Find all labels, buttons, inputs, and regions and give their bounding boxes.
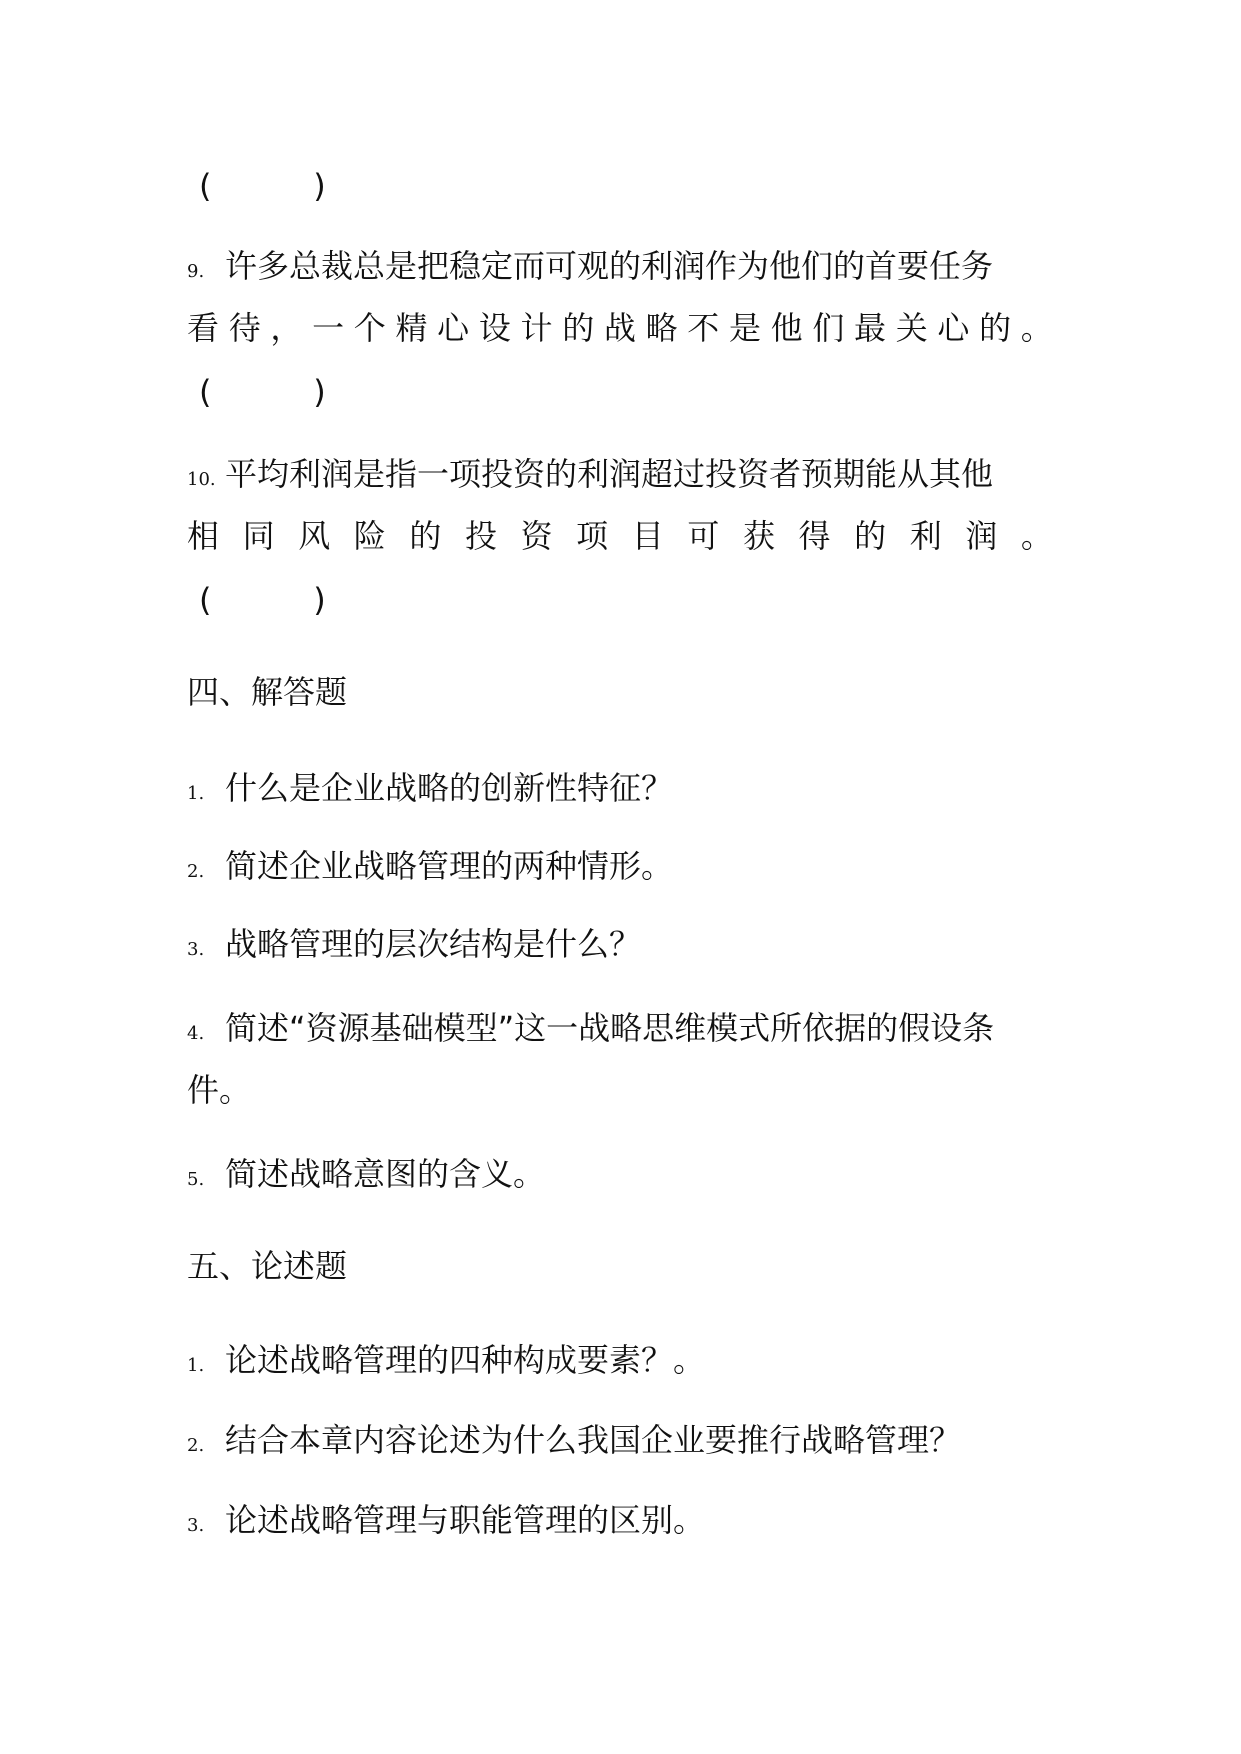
question-number: 4.	[187, 1023, 205, 1044]
justified-char: 险	[353, 517, 386, 555]
justified-char: 的	[854, 517, 887, 555]
question-number: 2.	[187, 861, 205, 882]
question-text: 平均利润是指一项投资的利润超过投资者预期能从其他	[225, 455, 994, 493]
question-number: 1.	[187, 783, 205, 804]
list-item	[187, 1154, 545, 1200]
justified-char: 投	[464, 517, 497, 555]
justified-char: 得	[798, 517, 831, 555]
list-item	[187, 846, 673, 892]
question-text: 简述战略意图的含义。	[225, 1155, 546, 1193]
justified-char: 目	[631, 517, 664, 555]
question-10-line-1	[187, 454, 993, 500]
list-item-continuation: 件。	[187, 1071, 252, 1109]
question-10-line-2	[187, 516, 1053, 556]
question-text: 简述企业战略管理的两种情形。	[225, 847, 674, 885]
justified-char: 的	[562, 309, 595, 347]
justified-char: 项	[576, 517, 609, 555]
justified-char: 获	[742, 517, 775, 555]
question-text: 战略管理的层次结构是什么？	[225, 925, 642, 963]
list-item	[187, 1420, 961, 1466]
justified-char: 精	[395, 309, 428, 347]
justified-char: 设	[478, 309, 511, 347]
justified-char: 略	[645, 309, 678, 347]
question-9-line-1	[187, 246, 993, 292]
justified-char: 不	[687, 309, 720, 347]
justified-char: ，	[270, 309, 303, 347]
justified-char: 们	[812, 309, 845, 347]
justified-char: 利	[909, 517, 942, 555]
list-item	[187, 1008, 994, 1054]
justified-char: 一	[312, 309, 345, 347]
justified-char: 相	[187, 517, 220, 555]
question-number: 9.	[187, 261, 205, 282]
question-number: 10.	[187, 469, 216, 490]
question-number: 3.	[187, 1515, 205, 1536]
question-text: 论述战略管理与职能管理的区别。	[225, 1501, 706, 1539]
list-item	[187, 768, 673, 814]
justified-char: 个	[353, 309, 386, 347]
justified-char: 关	[895, 309, 928, 347]
justified-char: 同	[242, 517, 275, 555]
answer-paren: ( )	[199, 581, 326, 619]
answer-paren: ( )	[199, 167, 326, 205]
justified-char: 。	[1020, 309, 1053, 347]
justified-char: 风	[298, 517, 331, 555]
justified-char: 心	[437, 309, 470, 347]
justified-char: 的	[409, 517, 442, 555]
question-text: 结合本章内容论述为什么我国企业要推行战略管理？	[225, 1421, 962, 1459]
justified-char: 待	[228, 309, 261, 347]
justified-char: 可	[687, 517, 720, 555]
question-number: 5.	[187, 1169, 205, 1190]
list-item	[187, 924, 641, 970]
question-9-line-2	[187, 308, 1053, 348]
justified-char: 是	[728, 309, 761, 347]
justified-char: 最	[854, 309, 887, 347]
section-heading: 四、解答题	[187, 673, 348, 711]
justified-char: 。	[1020, 517, 1053, 555]
question-text: 许多总裁总是把稳定而可观的利润作为他们的首要任务	[225, 247, 994, 285]
section-heading: 五、论述题	[187, 1247, 348, 1285]
justified-char: 计	[520, 309, 553, 347]
question-text: 什么是企业战略的创新性特征？	[225, 769, 674, 807]
justified-char: 战	[603, 309, 636, 347]
justified-char: 看	[187, 309, 220, 347]
question-text: 论述战略管理的四种构成要素？。	[225, 1341, 706, 1379]
question-text: 简述“资源基础模型”这一战略思维模式所依据的假设条	[225, 1009, 995, 1047]
question-number: 1.	[187, 1355, 205, 1376]
justified-char: 心	[937, 309, 970, 347]
justified-char: 他	[770, 309, 803, 347]
question-number: 2.	[187, 1435, 205, 1456]
justified-char: 润	[965, 517, 998, 555]
question-number: 3.	[187, 939, 205, 960]
list-item	[187, 1340, 705, 1386]
justified-char: 资	[520, 517, 553, 555]
answer-paren: ( )	[199, 373, 326, 411]
justified-char: 的	[979, 309, 1012, 347]
list-item	[187, 1500, 705, 1546]
